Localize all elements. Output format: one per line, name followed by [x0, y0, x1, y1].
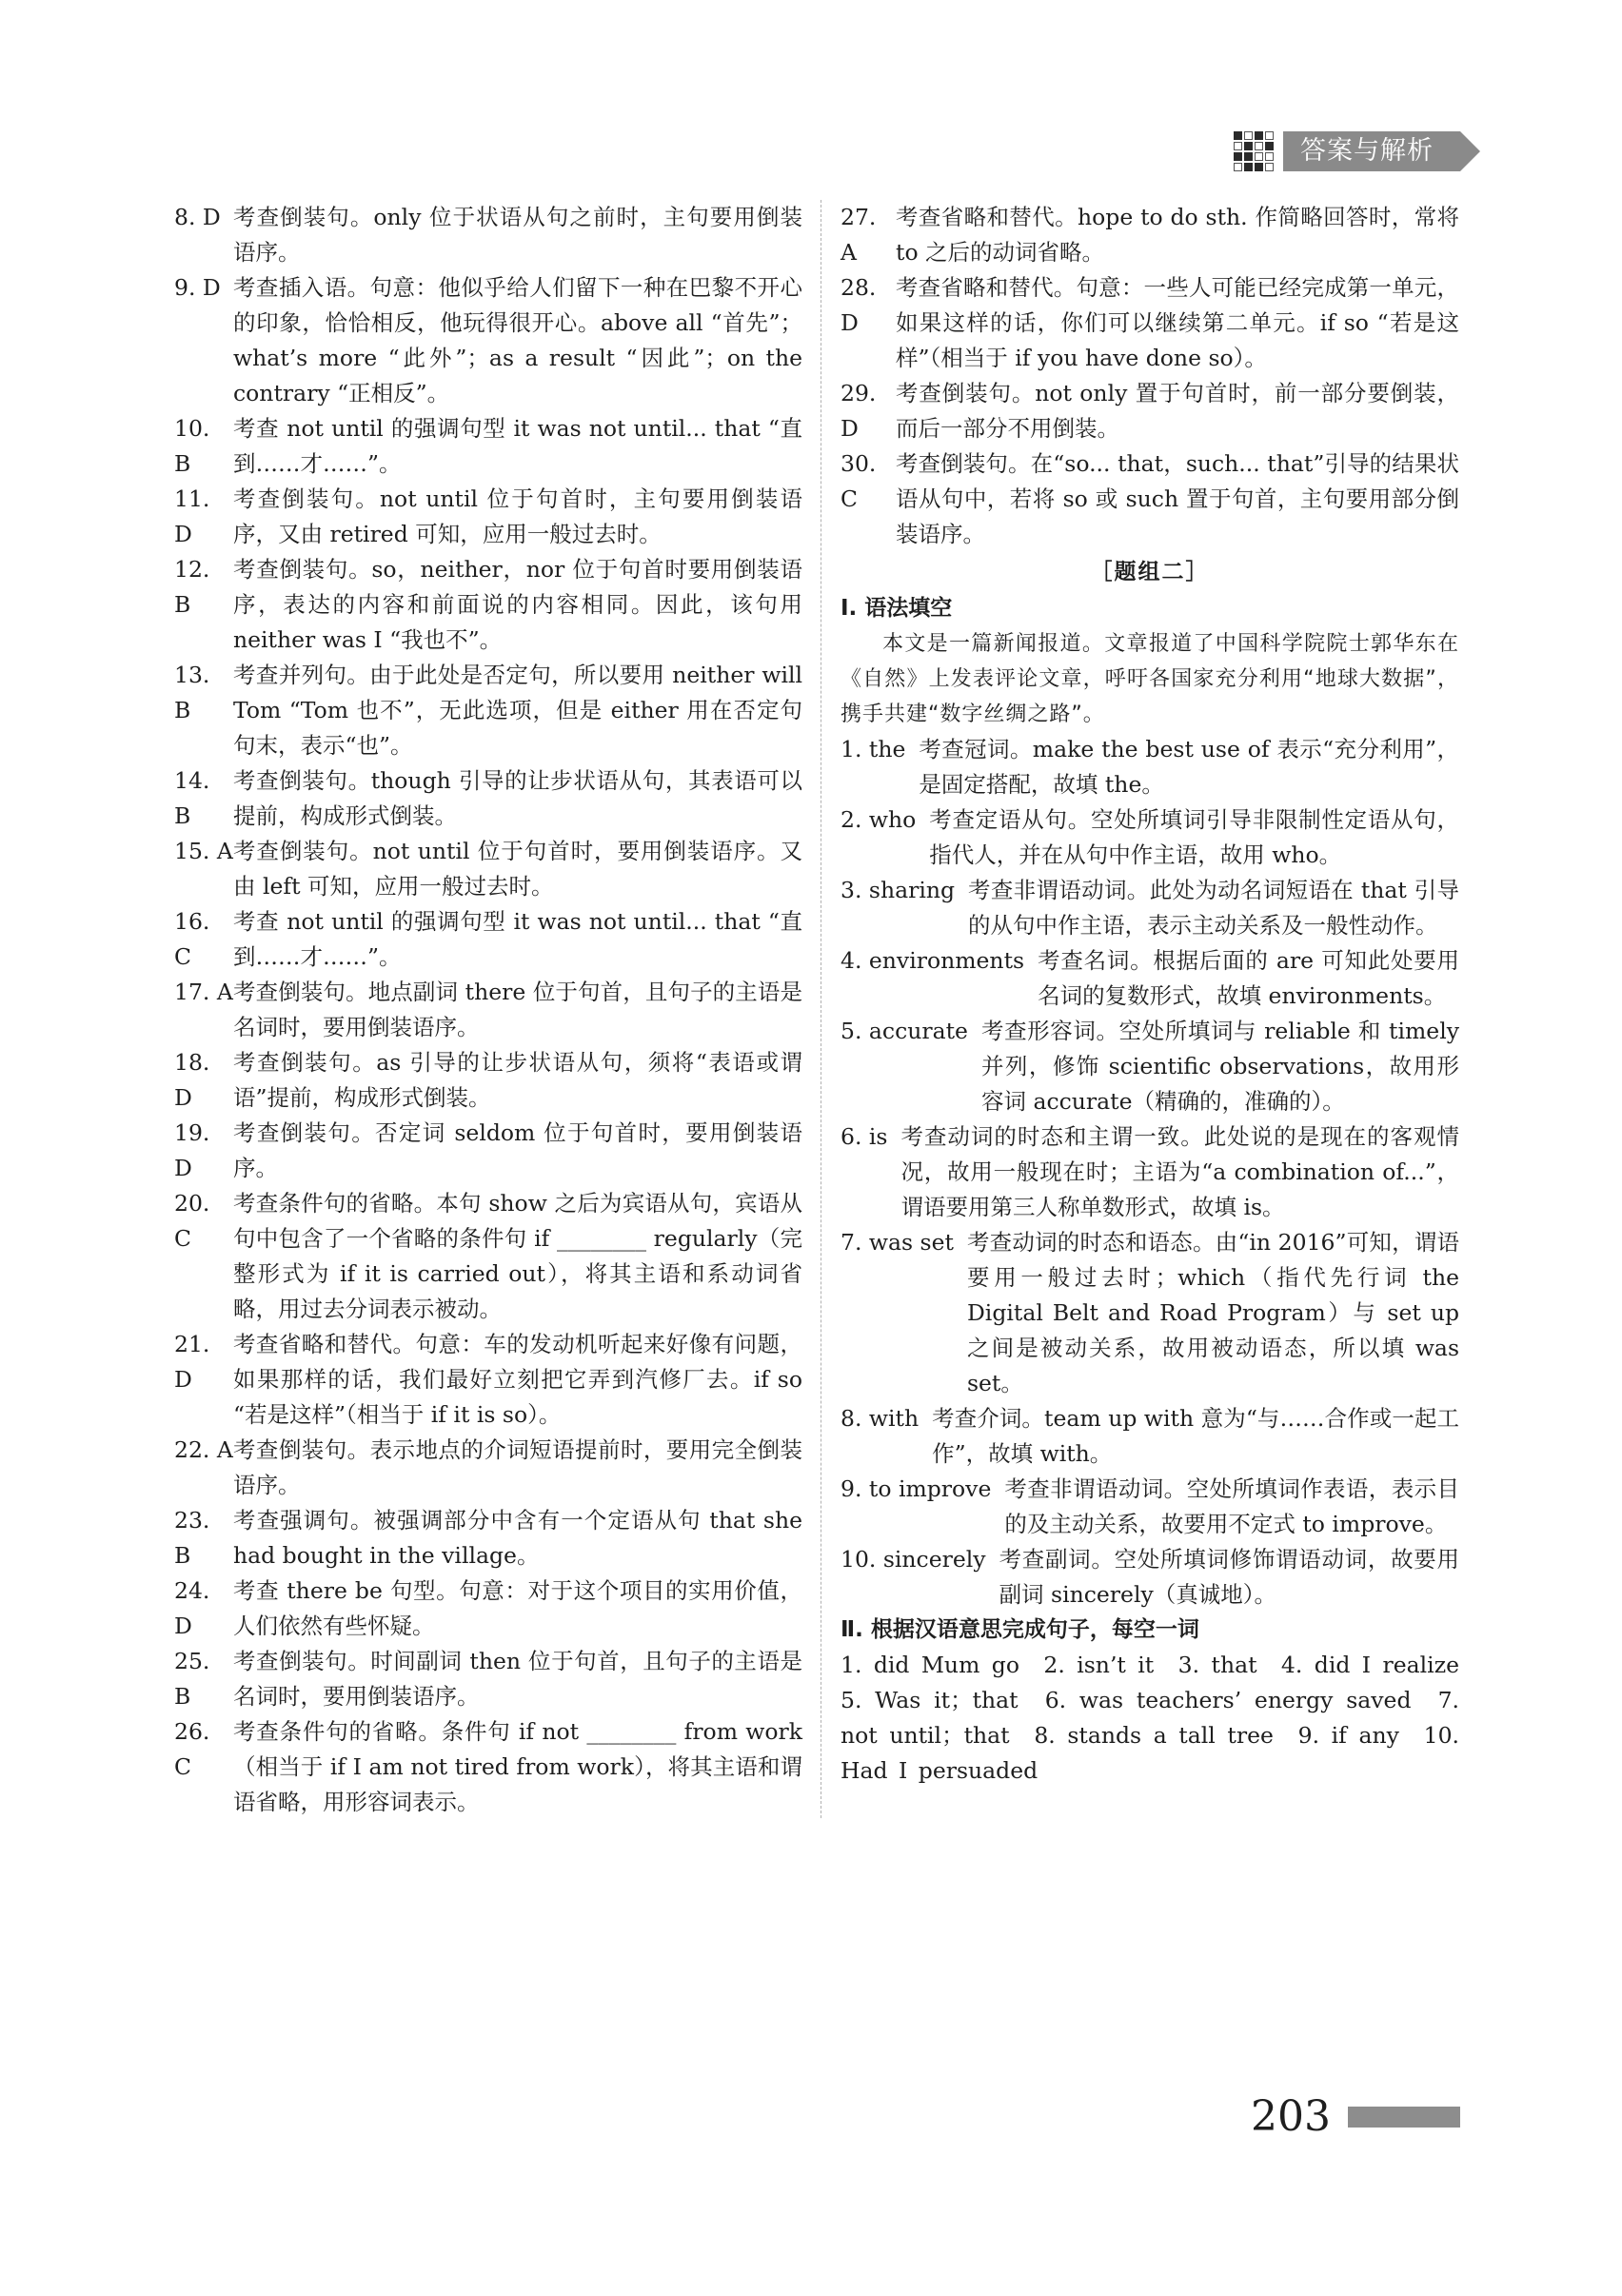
answer-number: 8. with [841, 1405, 920, 1432]
answer-explanation: 考查省略和替代。句意：一些人可能已经完成第一单元，如果这样的话，你们可以继续第二单元。if so “若是这样”（相当于 if you have done so）。 [896, 274, 1459, 371]
answer-item [174, 1714, 802, 1820]
answer-item [841, 873, 1459, 943]
answer-number: 19. D [174, 1119, 210, 1181]
answer-explanation: 考查倒装句。时间副词 then 位于句首，且句子的主语是名词时，要用倒装语序。 [233, 1648, 802, 1710]
answer-number: 13. B [174, 662, 210, 723]
group-title: ［题组二］ [1090, 559, 1210, 584]
answer-item [174, 1433, 802, 1503]
answer-number: 12. B [174, 556, 210, 618]
section-header-label: 答案与解析 [1283, 131, 1460, 171]
answer-number: 21. D [174, 1331, 210, 1393]
answer-explanation: 考查条件句的省略。条件句 if not ________ from work（相当于 if I am not tired from work），将其主语和谓语省略，用形容词表示。 [233, 1718, 802, 1815]
answer-explanation: 考查插入语。句意：他似乎给人们留下一种在巴黎不开心的印象，恰恰相反，他玩得很开心。above all “首先”；what’s more “此外”；as a result “因此”；on the contrary “正相反”。 [233, 274, 802, 406]
answer-explanation: 考查倒装句。not only 置于句首时，前一部分要倒装，而后一部分不用倒装。 [896, 380, 1459, 442]
answer-number: 7. was set [841, 1229, 954, 1256]
answer-item [841, 802, 1459, 873]
answer-item [174, 200, 802, 270]
answer-explanation: 考查非谓语动词。此处为动名词短语在 that 引导的从句中作主语，表示主动关系及一般性动作。 [968, 877, 1459, 939]
page-footer [1251, 2092, 1460, 2141]
answer-number: 15. A [174, 838, 233, 864]
answer-item [841, 1542, 1459, 1613]
answer-number: 10. sincerely [841, 1546, 986, 1573]
answer-number: 3. sharing [841, 877, 956, 903]
section1-title: Ⅰ. 语法填空 [841, 596, 953, 621]
answer-number: 25. B [174, 1648, 210, 1710]
header-tag [1234, 131, 1460, 171]
answer-explanation: 考查条件句的省略。本句 show 之后为宾语从句，宾语从句中包含了一个省略的条件句 if ________ regularly（完整形式为 if it is carried out），将其主语和系动词省略，用过去分词表示被动。 [233, 1190, 802, 1322]
page-number: 203 [1251, 2092, 1331, 2141]
answer-item [174, 1327, 802, 1433]
answer-item [841, 376, 1459, 446]
answer-explanation: 考查名词。根据后面的 are 可知此处要用名词的复数形式，故填 environments。 [1038, 947, 1459, 1009]
answer-item [174, 482, 802, 552]
answer-item [174, 834, 802, 904]
answer-explanation: 考查冠词。make the best use of 表示“充分利用”，是固定搭配，故填 the。 [919, 736, 1459, 798]
answer-number: 20. C [174, 1190, 210, 1252]
answer-number: 5. accurate [841, 1018, 968, 1044]
answer-number: 16. C [174, 908, 210, 970]
answer-item [174, 763, 802, 834]
answer-number: 26. C [174, 1718, 210, 1780]
answer-explanation: 考查动词的时态和语态。由“in 2016”可知，谓语要用一般过去时；which（指代先行词 the Digital Belt and Road Program）与 set up 之间是被动关系，故用被动语态，所以填 was set。 [966, 1229, 1459, 1396]
answer-item [841, 446, 1459, 552]
answer-item [841, 270, 1459, 376]
left-column [174, 200, 802, 1820]
answer-item [174, 1644, 802, 1714]
right-column [841, 200, 1482, 1789]
answer-explanation: 考查倒装句。not until 位于句首时，要用倒装语序。又由 left 可知，应用一般过去时。 [233, 838, 802, 900]
answer-number: 9. to improve [841, 1475, 992, 1502]
answer-number: 22. A [174, 1436, 233, 1463]
answer-explanation: 考查倒装句。否定词 seldom 位于句首时，要用倒装语序。 [233, 1119, 802, 1181]
answer-explanation: 考查非谓语动词。空处所填词作表语，表示目的及主动关系，故要用不定式 to improve。 [1004, 1475, 1459, 1537]
answer-item [174, 1503, 802, 1574]
answer-explanation: 考查倒装句。在“so... that，such... that”引导的结果状语从句中，若将 so 或 such 置于句首，主句要用部分倒装语序。 [896, 450, 1459, 547]
section2-title: Ⅱ. 根据汉语意思完成句子，每空一词 [841, 1617, 1199, 1642]
answer-item [174, 270, 802, 411]
answer-number: 1. the [841, 736, 906, 762]
answer-number: 2. who [841, 806, 917, 833]
answer-number: 17. A [174, 979, 233, 1005]
answer-explanation: 考查介词。team up with 意为“与……合作或一起工作”，故填 with。 [932, 1405, 1459, 1467]
answer-explanation: 考查形容词。空处所填词与 reliable 和 timely 并列，修饰 scientific observations，故用形容词 accurate（精确的，准确的）。 [980, 1018, 1459, 1115]
answer-explanation: 考查省略和替代。句意：车的发动机听起来好像有问题，如果那样的话，我们最好立刻把它弄到汽修厂去。if so “若是这样”（相当于 if it is so）。 [233, 1331, 802, 1428]
answer-number: 18. D [174, 1049, 210, 1111]
answer-item [841, 1225, 1459, 1401]
answer-explanation: 考查 there be 句型。句意：对于这个项目的实用价值，人们依然有些怀疑。 [233, 1577, 802, 1639]
answer-item [174, 904, 802, 975]
answer-number: 23. B [174, 1507, 210, 1569]
answer-explanation: 考查倒装句。as 引导的让步状语从句，须将“表语或谓语”提前，构成形式倒装。 [233, 1049, 802, 1111]
answer-explanation: 考查强调句。被强调部分中含有一个定语从句 that she had bought in the village。 [233, 1507, 802, 1569]
answer-number: 28. D [841, 274, 877, 336]
answer-explanation: 考查 not until 的强调句型 it was not until... that “直到……才……”。 [233, 908, 802, 970]
footer-bar [1348, 2107, 1460, 2128]
right-answer-list [841, 200, 1459, 552]
answer-number: 10. B [174, 415, 210, 477]
answer-item [174, 975, 802, 1045]
answer-item [174, 658, 802, 763]
answer-explanation: 考查副词。空处所填词修饰谓语动词，故要用副词 sincerely（真诚地）。 [999, 1546, 1459, 1608]
answer-number: 29. D [841, 380, 877, 442]
answer-item [841, 1014, 1459, 1119]
answer-item [174, 1116, 802, 1186]
section1-intro: 本文是一篇新闻报道。文章报道了中国科学院院士郭华东在《自然》上发表评论文章，呼吁各国家充分利用“地球大数据”，携手共建“数字丝绸之路”。 [841, 632, 1459, 726]
answer-explanation: 考查倒装句。表示地点的介词短语提前时，要用完全倒装语序。 [233, 1436, 802, 1498]
answer-explanation: 考查倒装句。地点副词 there 位于句首，且句子的主语是名词时，要用倒装语序。 [233, 979, 802, 1040]
answer-number: 14. B [174, 767, 210, 829]
answer-explanation: 考查倒装句。so，neither，nor 位于句首时要用倒装语序，表达的内容和前面说的内容相同。因此，该句用 neither was I “我也不”。 [233, 556, 802, 653]
answer-explanation: 考查 not until 的强调句型 it was not until... that “直到……才……”。 [233, 415, 802, 477]
answer-explanation: 考查并列句。由于此处是否定句，所以要用 neither will Tom “Tom 也不”，无此选项，但是 either 用在否定句句末，表示“也”。 [233, 662, 802, 759]
answer-explanation: 考查倒装句。though 引导的让步状语从句，其表语可以提前，构成形式倒装。 [233, 767, 802, 829]
section1-answer-list [841, 732, 1459, 1613]
answer-item [841, 200, 1459, 270]
answer-item [174, 552, 802, 658]
answer-explanation: 考查省略和替代。hope to do sth. 作简略回答时，常将 to 之后的动词省略。 [896, 204, 1459, 266]
answer-item [841, 732, 1459, 802]
answer-item [174, 411, 802, 482]
answer-item [174, 1574, 802, 1644]
answer-explanation: 考查倒装句。only 位于状语从句之前时，主句要用倒装语序。 [233, 204, 802, 266]
answer-explanation: 考查倒装句。not until 位于句首时，主句要用倒装语序，又由 retired 可知，应用一般过去时。 [233, 485, 802, 547]
answer-number: 9. D [174, 274, 221, 301]
answer-number: 27. A [841, 204, 877, 266]
answer-item [841, 1472, 1459, 1542]
checker-pattern-icon [1234, 131, 1274, 171]
answer-number: 8. D [174, 204, 221, 230]
answer-item [841, 1119, 1459, 1225]
answer-explanation: 考查定语从句。空处所填词引导非限制性定语从句，指代人，并在从句中作主语，故用 who。 [929, 806, 1459, 868]
answer-number: 6. is [841, 1123, 888, 1150]
answer-item [841, 943, 1459, 1014]
answer-number: 30. C [841, 450, 877, 512]
answer-number: 24. D [174, 1577, 210, 1639]
answer-item [174, 1186, 802, 1327]
answer-item [174, 1045, 802, 1116]
answer-number: 11. D [174, 485, 210, 547]
answer-number: 4. environments [841, 947, 1025, 974]
answer-item [841, 1401, 1459, 1472]
answer-explanation: 考查动词的时态和主谓一致。此处说的是现在的客观情况，故用一般现在时；主语为“a combination of...”，谓语要用第三人称单数形式，故填 is。 [900, 1123, 1459, 1220]
section2-answers: 1. did Mum go 2. isn’t it 3. that 4. did I realize 5. Was it；that 6. was teachers’ energy saved 7. not until；that 8. stands a tall tree 9. if any 10. Had I persuaded [841, 1652, 1482, 1784]
